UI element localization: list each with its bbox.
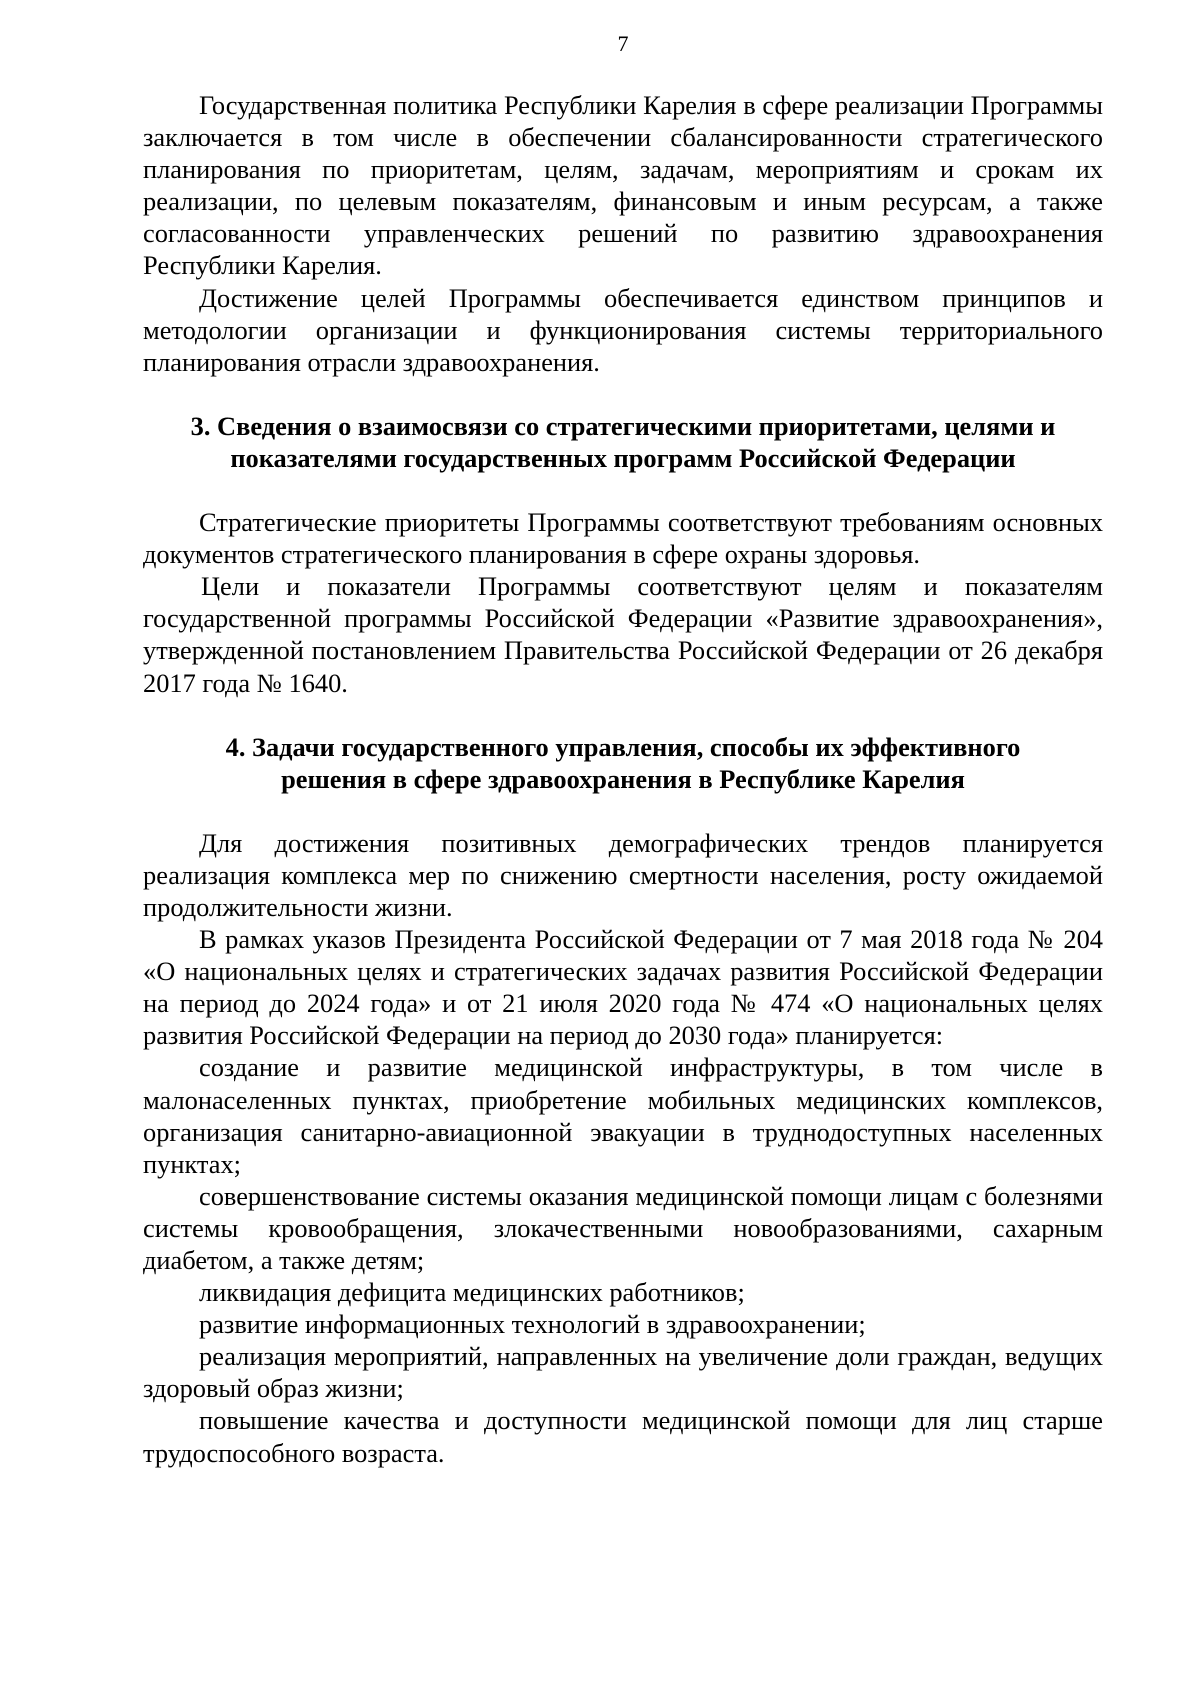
intro-paragraph-2: Достижение целей Программы обеспечивается единством принципов и методологии организации и функционирования системы территориального планирования отрасли здравоохранения. bbox=[143, 282, 1103, 377]
section-4-list-item-4: развитие информационных технологий в здравоохранении; bbox=[199, 1309, 866, 1340]
section-4-list-item-5: реализация мероприятий, направленных на увеличение доли граждан, ведущих здоровый образ жизни; bbox=[143, 1341, 1103, 1404]
section-4-list-item-6: повышение качества и доступности медицинской помощи для лиц старше трудоспособного возраста. bbox=[143, 1405, 1103, 1468]
section-4-heading bbox=[143, 731, 1103, 795]
section-4-paragraph-1: Для достижения позитивных демографических трендов планируется реализация комплекса мер по снижению смертности населения, росту ожидаемой продолжительности жизни. bbox=[143, 827, 1103, 922]
section-3-paragraph-2: Цели и показатели Программы соответствуют целям и показателям государственной программы Российской Федерации «Развитие здравоохранения», утвержденной постановлением Правительства Российской Федерации от 26 декабря 2017 года № 1640. bbox=[143, 571, 1103, 698]
section-3-heading bbox=[143, 410, 1103, 474]
section-4-list-item-2: совершенствование системы оказания медицинской помощи лицам с болезнями системы кровообращения, злокачественными новообразованиями, сахарным диабетом, а также детям; bbox=[143, 1180, 1103, 1275]
section-4-paragraph-2: В рамках указов Президента Российской Федерации от 7 мая 2018 года № 204 «О национальных целях и стратегических задачах развития Российской Федерации на период до 2024 года» и от 21 июля 2020 года № 474 «О национальных целях развития Российской Федерации на период до 2030 года» планируется: bbox=[143, 924, 1103, 1051]
section-4-heading-line-1: 4. Задачи государственного управления, способы их эффективного bbox=[225, 731, 1021, 762]
section-4-list-item-3: ликвидация дефицита медицинских работников; bbox=[199, 1277, 745, 1308]
section-3-heading-line-2: показателями государственных программ Российской Федерации bbox=[230, 442, 1016, 473]
intro-paragraph-1: Государственная политика Республики Карелия в сфере реализации Программы заключается в том числе в обеспечении сбалансированности стратегического планирования по приоритетам, целям, задачам, мероприятиям и срокам их реализации, по целевым показателям, финансовым и иным ресурсам, а также согласованности управленческих решений по развитию здравоохранения Республики Карелия. bbox=[143, 90, 1103, 281]
section-3-paragraph-1: Стратегические приоритеты Программы соответствуют требованиям основных документов стратегического планирования в сфере охраны здоровья. bbox=[143, 507, 1103, 570]
page-number: 7 bbox=[617, 31, 629, 56]
section-3-heading-line-1: 3. Сведения о взаимосвязи со стратегическими приоритетами, целями и bbox=[190, 410, 1056, 441]
section-4-heading-line-2: решения в сфере здравоохранения в Республике Карелия bbox=[281, 763, 965, 794]
section-4-list-item-1: создание и развитие медицинской инфраструктуры, в том числе в малонаселенных пунктах, приобретение мобильных медицинских комплексов, организация санитарно-авиационной эвакуации в труднодоступных населенных пунктах; bbox=[143, 1052, 1103, 1179]
document-body bbox=[143, 89, 1103, 1469]
